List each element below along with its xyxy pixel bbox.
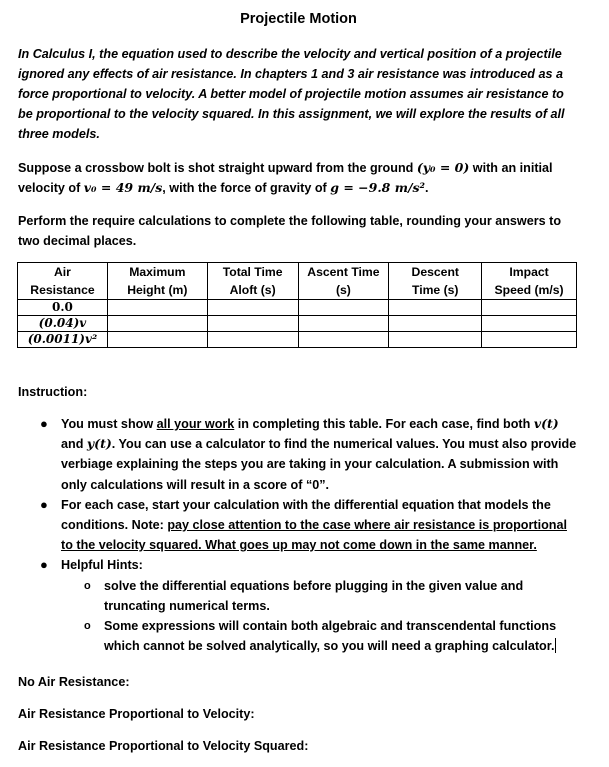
setup-paragraph [18, 158, 583, 198]
equation-v0: v₀ = 49 m/s [83, 180, 163, 195]
bullet-icon: ● [40, 557, 48, 573]
setup-text-2: with an initial velocity of [18, 161, 553, 195]
setup-text-4: . [425, 181, 429, 195]
instructions-heading: Instruction: [18, 385, 88, 399]
equation-g: g = −9.8 m/s² [330, 180, 426, 195]
header-ascent-time: Ascent Time (s) [298, 263, 389, 300]
equation-y0: (y₀ = 0) [416, 160, 470, 175]
table-cell[interactable] [389, 300, 482, 316]
results-table [17, 262, 577, 348]
underlined-text: all your work [156, 417, 235, 431]
task-paragraph: Perform the require calculations to complete the following table, rounding your answers to two decimal places. [18, 214, 562, 248]
equation-vt: v(t) [533, 416, 559, 431]
list-item: o Some expressions will contain both algebraic and transcendental functions which cannot be solved analytically, so you will need a graphing calculator. [18, 616, 578, 656]
table-cell[interactable] [298, 316, 389, 332]
table-row [18, 332, 577, 348]
table-cell[interactable] [207, 316, 298, 332]
table-cell[interactable] [298, 300, 389, 316]
instructions-list [18, 414, 578, 656]
table-cell[interactable] [107, 300, 207, 316]
row-label-quadratic-resistance: (0.0011)v² [18, 332, 108, 348]
equation-yt: y(t) [86, 436, 112, 452]
section-quadratic-air-resistance: Air Resistance Proportional to Velocity Squared: [18, 739, 309, 753]
table-cell[interactable] [107, 316, 207, 332]
table-header-row [18, 263, 577, 300]
table-cell[interactable] [298, 332, 389, 348]
circle-bullet-icon: o [84, 620, 91, 633]
table-cell[interactable] [207, 300, 298, 316]
header-total-time-aloft: Total Time Aloft (s) [207, 263, 298, 300]
list-item: ● For each case, start your calculation with the differential equation that models the conditions. Note: pay close attention to the case where air resistance is proportional to the velocity squared. What goes up may not come down in the same manner. [40, 496, 567, 553]
setup-text-3: , with the force of gravity of [162, 181, 331, 195]
setup-text-1: Suppose a crossbow bolt is shot straight upward from the ground [18, 161, 417, 175]
circle-bullet-icon: o [84, 579, 91, 592]
list-item: o solve the differential equations before plugging in the given value and truncating numerical terms. [18, 576, 578, 616]
row-label-no-resistance: 0.0 [18, 300, 108, 316]
table-cell[interactable] [482, 300, 577, 316]
list-item: ● You must show all your work in completing this table. For each case, find both v(t) and y(t). You can use a calculator to find the numerical values. You must also provide verbiage explaining the steps you are taking in your calculation. A submission with only calculations will result in a score of “0”. [40, 416, 577, 492]
section-no-air-resistance: No Air Resistance: [18, 675, 130, 689]
header-descent-time: Descent Time (s) [389, 263, 482, 300]
header-air-resistance: Air Resistance [18, 263, 108, 300]
underlined-text: pay close attention to the case where air resistance is proportional to the velocity squared. What goes up may not come down in the same manner. [61, 518, 567, 553]
intro-paragraph: In Calculus I, the equation used to describe the velocity and vertical position of a projectile ignored any effects of air resistance. In chapters 1 and 3 air resistance was introduced as a force proportional to velocity. A better model of projectile motion assumes air resistance to be proportional to the velocity squared. In this assignment, we will explore the results of all three models. [18, 47, 565, 141]
bullet-icon: ● [40, 416, 48, 431]
table-cell[interactable] [389, 332, 482, 348]
table-row [18, 316, 577, 332]
header-impact-speed: Impact Speed (m/s) [482, 263, 577, 300]
table-cell[interactable] [482, 316, 577, 332]
table-row [18, 300, 577, 316]
bullet-icon: ● [40, 496, 48, 512]
page-title: Projectile Motion [240, 11, 357, 27]
text-cursor [555, 638, 556, 653]
table-cell[interactable] [207, 332, 298, 348]
table-cell[interactable] [482, 332, 577, 348]
section-linear-air-resistance: Air Resistance Proportional to Velocity: [18, 707, 255, 721]
list-item: ● Helpful Hints: [18, 555, 578, 575]
header-maximum-height: Maximum Height (m) [107, 263, 207, 300]
table-cell[interactable] [107, 332, 207, 348]
row-label-linear-resistance: (0.04)v [18, 316, 108, 332]
table-cell[interactable] [389, 316, 482, 332]
